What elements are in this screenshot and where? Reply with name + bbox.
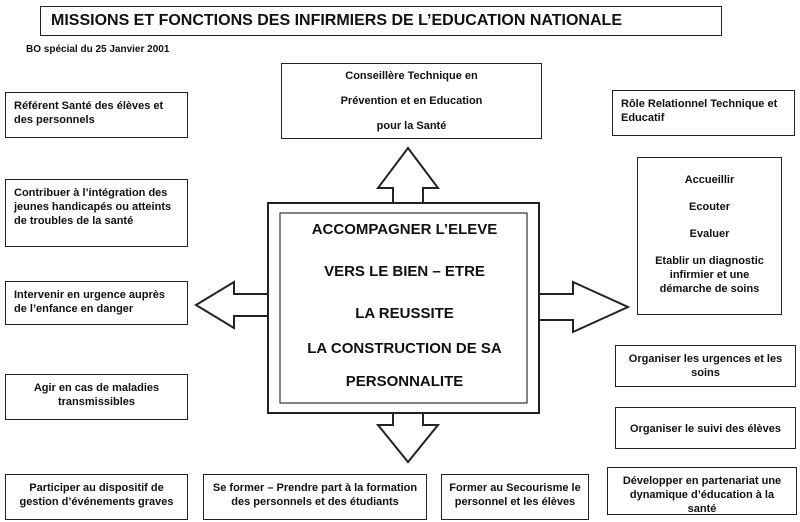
center-line-2: VERS LE BIEN – ETRE [324,263,485,280]
box-organiser-suivi: Organiser le suivi des élèves [615,407,796,449]
box-urgence-enfance: Intervenir en urgence auprès de l’enfance en danger [5,281,188,325]
box-se-former: Se former – Prendre part à la formation des personnels et des étudiants [203,474,427,520]
arrow-right [539,282,628,332]
center-line-5: PERSONNALITE [345,373,464,390]
top-box-line-1: Conseillère Technique en [345,70,478,82]
action-accueillir: Accueillir [684,174,735,186]
center-text [282,213,527,403]
box-secourisme: Former au Secourisme le personnel et les élèves [441,474,589,520]
top-box-line-3: pour la Santé [376,120,447,132]
action-ecouter: Ecouter [689,201,730,213]
arrow-up [378,148,438,203]
subtitle-date: BO spécial du 25 Janvier 2001 [26,44,170,55]
center-line-1: ACCOMPAGNER L’ELEVE [311,221,498,238]
box-maladies-transmissibles: Agir en cas de maladies transmissibles [5,374,188,420]
box-referent-sante: Référent Santé des élèves et des personnels [5,92,188,138]
top-box-line-2: Prévention et en Education [340,95,483,107]
arrow-left [196,282,268,328]
box-evenements-graves: Participer au dispositif de gestion d’événements graves [5,474,188,520]
page-title: MISSIONS ET FONCTIONS DES INFIRMIERS DE L’EDUCATION NATIONALE [40,6,722,36]
center-line-3: LA REUSSITE [355,305,454,322]
action-diagnostic: Etablir un diagnostic infirmier et une démarche de soins [655,255,764,295]
action-evaluer: Evaluer [689,228,730,240]
box-accueillir-evaluer [637,157,782,315]
box-conseillere-technique [281,63,542,139]
box-organiser-urgences: Organiser les urgences et les soins [615,345,796,387]
center-line-4: LA CONSTRUCTION DE SA [307,340,502,357]
arrow-down [378,413,438,462]
box-partenariat-education: Développer en partenariat une dynamique d’éducation à la santé [607,467,797,515]
box-role-relationnel: Rôle Relationnel Technique et Educatif [612,90,795,136]
box-integration-handicapes: Contribuer à l’intégration des jeunes handicapés ou atteints de troubles de la santé [5,179,188,247]
